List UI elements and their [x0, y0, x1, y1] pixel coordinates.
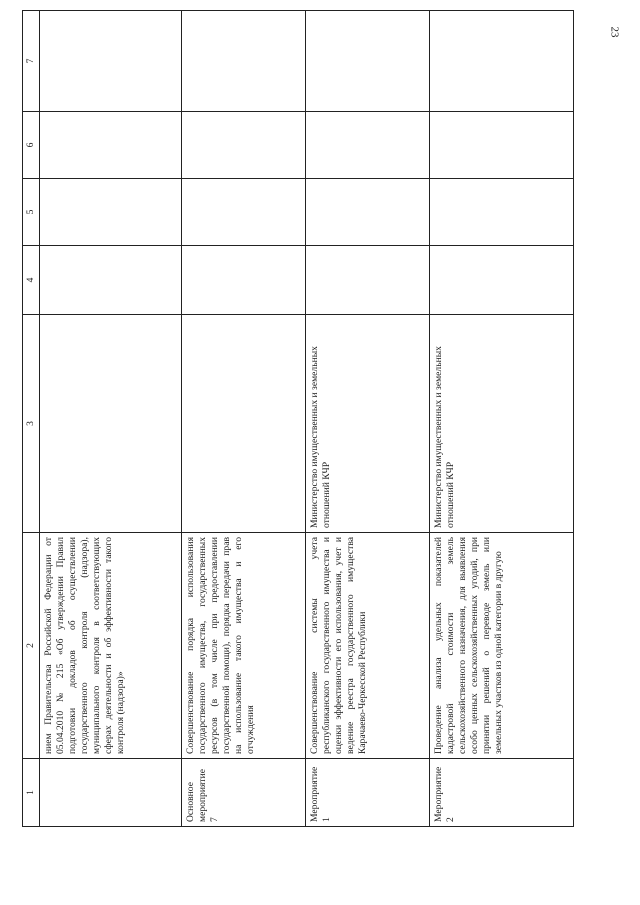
- header-col-2: 2: [23, 533, 40, 759]
- header-col-4: 4: [23, 246, 40, 315]
- cell-col4: [40, 246, 182, 315]
- cell-col5: [306, 179, 430, 246]
- measures-table: [22, 10, 574, 827]
- cell-description: Проведение анализа удельных показателей кадастровой стоимости земель сельскохозяйственного назначения, для выявления особо ценных сельскохозяйственных угодий, при принятии решений о переводе земель или земельных участков из одной категории в другую: [430, 533, 574, 759]
- cell-responsible: Министерство имущественных и земельных отношений КЧР: [430, 315, 574, 533]
- cell-col6: [40, 112, 182, 179]
- cell-description: Совершенствование системы учета республиканского государственного имущества и оценки эффективности его использования, учет и ведение реестра государственного имущества Карачаево-Черкесской Республики: [306, 533, 430, 759]
- cell-col5: [182, 179, 306, 246]
- cell-responsible: [182, 315, 306, 533]
- cell-description: Совершенствование порядка использования государственного имущества, государственных ресурсов (в том числе при предоставлении государственной помощи), порядка передачи прав на использование такого имущества и его отчуждения: [182, 533, 306, 759]
- cell-measure-name: Мероприятие 1: [306, 759, 430, 827]
- header-col-3: 3: [23, 315, 40, 533]
- cell-measure-name: [40, 759, 182, 827]
- header-col-1: 1: [23, 759, 40, 827]
- header-col-5: 5: [23, 179, 40, 246]
- cell-col4: [306, 246, 430, 315]
- cell-col6: [306, 112, 430, 179]
- rotated-table-container: [22, 32, 570, 827]
- cell-measure-name: Мероприятие 2: [430, 759, 574, 827]
- cell-description: нием Правительства Российской Федерации от 05.04.2010 № 215 «Об утверждении Правил подготовки докладов об осуществлении государственного контроля (надзора), муниципального контроля в соответствующих сферах деятельности и об эффективности такого контроля (надзора)»: [40, 533, 182, 759]
- cell-col6: [182, 112, 306, 179]
- table-row: [182, 11, 306, 827]
- header-col-7: 7: [23, 11, 40, 112]
- header-col-6: 6: [23, 112, 40, 179]
- cell-col5: [430, 179, 574, 246]
- cell-col6: [430, 112, 574, 179]
- cell-measure-name: Основное мероприятие 7: [182, 759, 306, 827]
- table-row: [306, 11, 430, 827]
- table-row: [40, 11, 182, 827]
- table-header-row: [23, 11, 40, 827]
- cell-col7: [182, 11, 306, 112]
- cell-responsible: [40, 315, 182, 533]
- cell-col4: [430, 246, 574, 315]
- cell-col5: [40, 179, 182, 246]
- cell-col7: [306, 11, 430, 112]
- cell-responsible: Министерство имущественных и земельных отношений КЧР: [306, 315, 430, 533]
- cell-col4: [182, 246, 306, 315]
- cell-col7: [40, 11, 182, 112]
- table-row: [430, 11, 574, 827]
- page-number: 23: [608, 26, 621, 38]
- cell-col7: [430, 11, 574, 112]
